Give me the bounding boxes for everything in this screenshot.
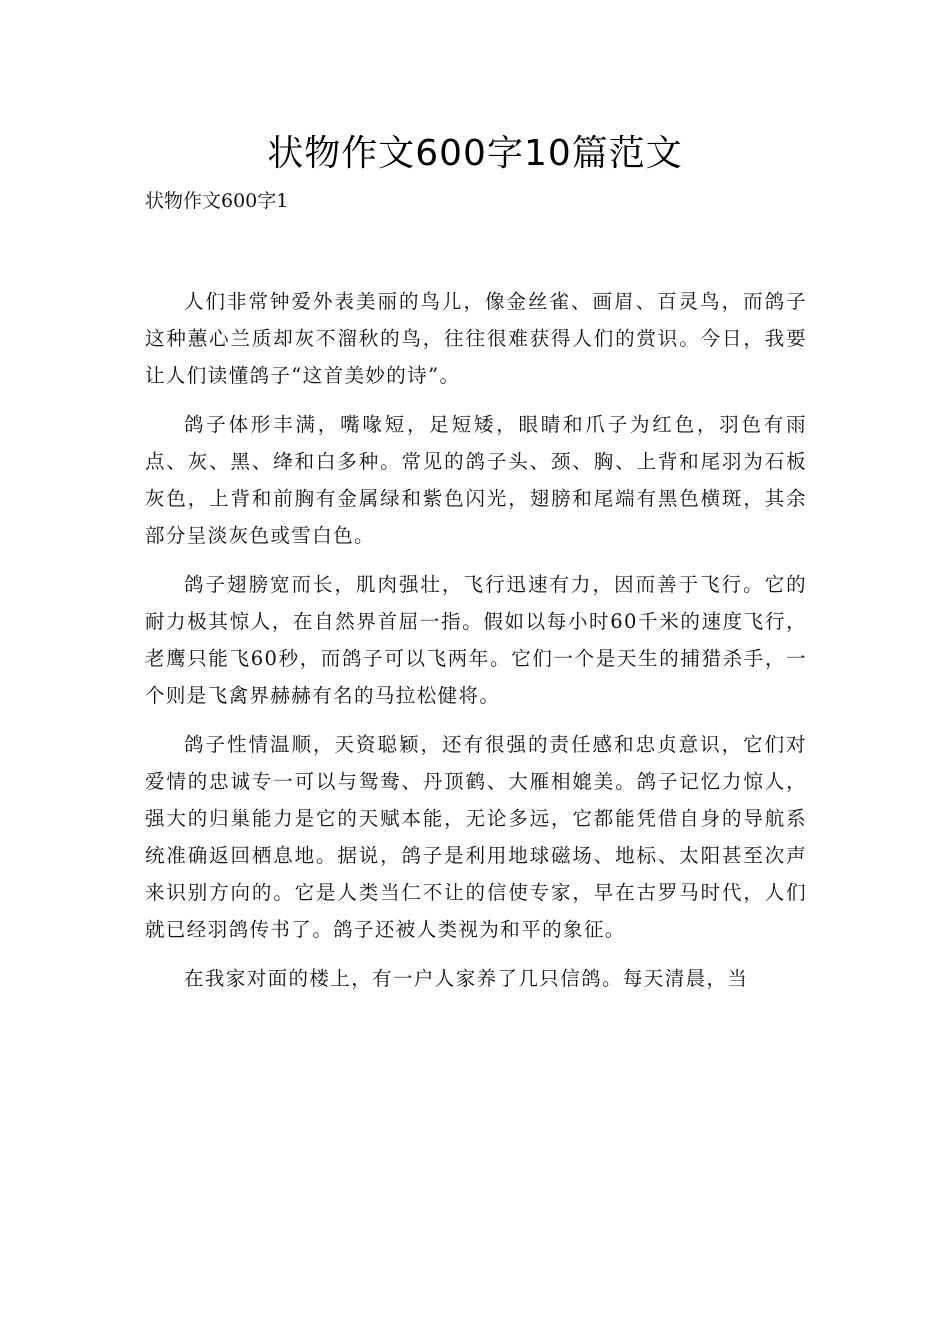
paragraph: 人们非常钟爱外表美丽的鸟儿，像金丝雀、画眉、百灵鸟，而鸽子这种蕙心兰质却灰不溜秋的鸟，往往很难获得人们的赏识。今日，我要让人们读懂鸽子“这首美妙的诗”。 [145,290,807,387]
document-title: 状物作文600字10篇范文 [267,133,683,174]
paragraph: 鸽子体形丰满，嘴喙短，足短矮，眼睛和爪子为红色，羽色有雨点、灰、黑、绛和白多种。常见的鸽子头、颈、胸、上背和尾羽为石板灰色，上背和前胸有金属绿和紫色闪光，翅膀和尾端有黑色横斑，其余部分呈淡灰色或雪白色。 [145,413,807,547]
paragraph: 鸽子性情温顺，天资聪颖，还有很强的责任感和忠贞意识，它们对爱情的忠诚专一可以与鸳鸯、丹顶鹤、大雁相媲美。鸽子记忆力惊人，强大的归巢能力是它的天赋本能，无论多远，它都能凭借自身的导航系统准确返回栖息地。据说，鸽子是利用地球磁场、地标、太阳甚至次声来识别方向的。它是人类当仁不让的信使专家，早在古罗马时代，人们就已经羽鸽传书了。鸽子还被人类视为和平的象征。 [145,733,807,941]
section-heading: 状物作文600字1 [145,190,289,212]
paragraph: 在我家对面的楼上，有一户人家养了几只信鸽。每天清晨，当 [184,967,749,990]
paragraph: 鸽子翅膀宽而长，肌肉强壮，飞行迅速有力，因而善于飞行。它的耐力极其惊人，在自然界首屈一指。假如以每小时60千米的速度飞行，老鹰只能飞60秒，而鸽子可以飞两年。它们一个是天生的捕猎杀手，一个则是飞禽界赫赫有名的马拉松健将。 [145,573,807,707]
body-text [145,283,807,997]
